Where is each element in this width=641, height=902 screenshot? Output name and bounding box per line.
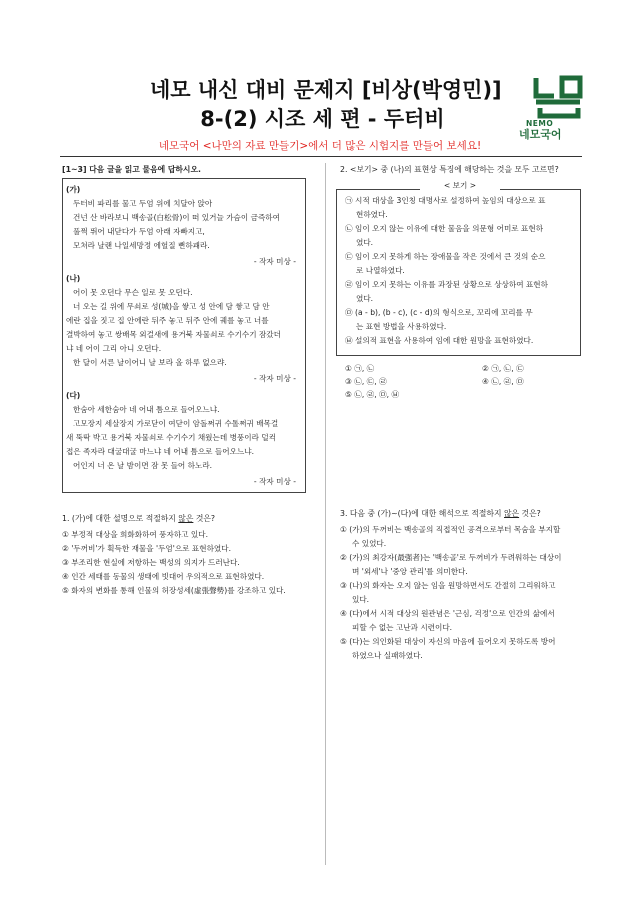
question-3-option[interactable]: ⑤ (다)는 의인화된 대상이 자신의 마음에 들어오지 못하도록 방어 — [340, 637, 556, 646]
passage-line: 한숨아 세한숨아 네 어내 틈으로 들어오느냐. — [73, 405, 220, 414]
question-3-option[interactable]: ④ (다)에서 시적 대상의 원관념은 '근심, 걱정'으로 인간의 삶에서 — [340, 609, 555, 618]
header-divider — [60, 156, 582, 157]
passage-author: - 작자 미상 - — [253, 257, 296, 266]
bogi-item: ㉢ 임이 오지 못하게 하는 장애물을 작은 것에서 큰 것의 순으 — [345, 252, 546, 261]
passage-line: 새 뚝딱 박고 용거북 자물쇠로 수기수기 채웠는데 병풍이라 덜컥 — [66, 433, 277, 442]
question-3-option-cont: 하였으나 실패하였다. — [352, 651, 423, 660]
bogi-item: 였다. — [356, 238, 374, 247]
question-3-option-cont: 피할 수 없는 고난과 시련이다. — [352, 623, 453, 632]
question-3-option-cont: 수 있었다. — [352, 539, 387, 548]
passage-line: 고모장지 세살장지 가로닫이 여닫이 암돌쩌귀 수톨쩌귀 배목걸 — [73, 419, 279, 428]
bogi-item: ㉡ 임이 오지 않는 이유에 대한 물음을 의문형 어미로 표현하 — [345, 224, 544, 233]
passage-line: 접은 족자라 대굴대굴 마느냐 네 어내 틈으로 들어오느냐. — [66, 447, 255, 456]
passage-line: 어인지 너 온 날 밤이면 잠 못 들어 하노라. — [73, 461, 213, 470]
question-2-stem: 2. <보기> 중 (나)의 표현상 특징에 해당하는 것을 모두 고르면? — [340, 165, 559, 174]
passage-author: - 작자 미상 - — [253, 477, 296, 486]
bogi-item: ㉤ (a - b), (b - c), (c - d)의 형식으로, 꼬리에 꼬리를 무 — [345, 308, 533, 317]
question-1-option[interactable]: ③ 부조리한 현실에 저항하는 백성의 의지가 드러난다. — [62, 558, 240, 567]
bogi-item: ㉣ 임이 오지 못하는 이유를 과장된 상황으로 상상하여 표현하 — [345, 280, 548, 289]
passage-line: 에란 집을 짓고 집 안에란 뒤주 놓고 뒤주 안에 궤를 놓고 너를 — [66, 316, 269, 325]
question-1-option[interactable]: ⑤ 화자의 변화를 통해 인물의 허장성세(虛張聲勢)를 강조하고 있다. — [62, 586, 286, 595]
logo-brand-text: NEMO — [526, 119, 554, 128]
bogi-item: 는 표현 방법을 사용하였다. — [356, 322, 447, 331]
question-1-stem: 1. (가)에 대한 설명으로 적절하지 않은 것은? — [62, 514, 216, 523]
passage-label: (나) — [66, 274, 81, 283]
bogi-item: ㉥ 설의적 표현을 사용하여 임에 대한 원망을 표현하였다. — [345, 336, 534, 345]
passage-line: 너 오는 길 위에 무쇠로 성(城)을 쌓고 성 안에 담 쌓고 담 안 — [73, 302, 270, 311]
passage-label: (가) — [66, 185, 81, 194]
question-1-option[interactable]: ④ 인간 세태를 동물의 생태에 빗대어 우의적으로 표현하였다. — [62, 572, 265, 581]
bogi-title: < 보기 > — [420, 181, 500, 191]
promo-text[interactable]: 네모국어 <나만의 자료 만들기>에서 더 많은 시험지를 만들어 보세요! — [158, 140, 482, 152]
question-1-option[interactable]: ① 부정적 대상을 희화화하여 풍자하고 있다. — [62, 530, 208, 539]
passage-line: 결박하여 놓고 쌍배목 외걸새에 용거북 자물쇠로 수기수기 잠갔더 — [66, 330, 281, 339]
column-divider — [325, 163, 326, 865]
passage-line: 두터비 파리를 물고 두엄 위에 치달아 앉아 — [73, 199, 213, 208]
passage-label: (다) — [66, 391, 81, 400]
bogi-item: 였다. — [356, 294, 374, 303]
question-3-option-cont: 있다. — [352, 595, 370, 604]
passage-line: 한 달이 서른 날이어니 날 보라 올 하루 없으랴. — [73, 358, 227, 367]
passage-line: 어이 못 오던다 무슨 일로 못 오던다. — [73, 288, 193, 297]
passage-line: 냐 네 어이 그리 아니 오던다. — [66, 344, 162, 353]
passage-line: 모쳐라 날랜 나일세망정 에헐질 뻔하괘라. — [73, 241, 210, 250]
question-3-option[interactable]: ① (가)의 두꺼비는 백송골의 직접적인 공격으로부터 목숨을 부지할 — [340, 525, 561, 534]
question-2-option[interactable]: ② ㉠, ㉡, ㉢ — [482, 364, 524, 373]
page-subtitle-title: 8-(2) 시조 세 편 - 두터비 — [200, 107, 445, 131]
question-2-option[interactable]: ④ ㉡, ㉣, ㉤ — [482, 377, 524, 386]
instructions: [1~3] 다음 글을 읽고 물음에 답하시오. — [62, 165, 201, 174]
question-2-option[interactable]: ③ ㉡, ㉢, ㉣ — [345, 377, 387, 386]
question-2-option[interactable]: ⑤ ㉡, ㉣, ㉤, ㉥ — [345, 390, 400, 399]
question-1-option[interactable]: ② '두꺼비'가 획득한 재물을 '두엄'으로 표현하였다. — [62, 544, 232, 553]
question-2-option[interactable]: ① ㉠, ㉡ — [345, 364, 375, 373]
question-3-option[interactable]: ③ (나)의 화자는 오지 않는 임을 원망하면서도 간절히 그리워하고 — [340, 581, 556, 590]
question-3-option-cont: 며 '외세'나 '중앙 관리'를 의미한다. — [352, 567, 468, 576]
question-3-stem: 3. 다음 중 (가)~(다)에 대한 해석으로 적절하지 않은 것은? — [340, 509, 541, 518]
page-title: 네모 내신 대비 문제지 [비상(박영민)] — [150, 78, 502, 102]
question-3-option[interactable]: ② (가)의 최강자(最强者)는 '백송골'로 두꺼비가 두려워하는 대상이 — [340, 553, 562, 562]
passage-line: 풀쩍 뛰어 내닫다가 두엄 아래 자빠지고, — [73, 227, 205, 236]
bogi-item: 로 나열하였다. — [356, 266, 405, 275]
logo-name-text: 네모국어 — [519, 128, 562, 141]
bogi-item: 현하였다. — [356, 210, 388, 219]
passage-line: 건넌 산 바라보니 백송골(白松骨)이 떠 있거늘 가슴이 금즉하여 — [73, 213, 280, 222]
passage-author: - 작자 미상 - — [253, 374, 296, 383]
bogi-item: ㉠ 시적 대상을 3인칭 대명사로 설정하여 높임의 대상으로 표 — [345, 196, 546, 205]
